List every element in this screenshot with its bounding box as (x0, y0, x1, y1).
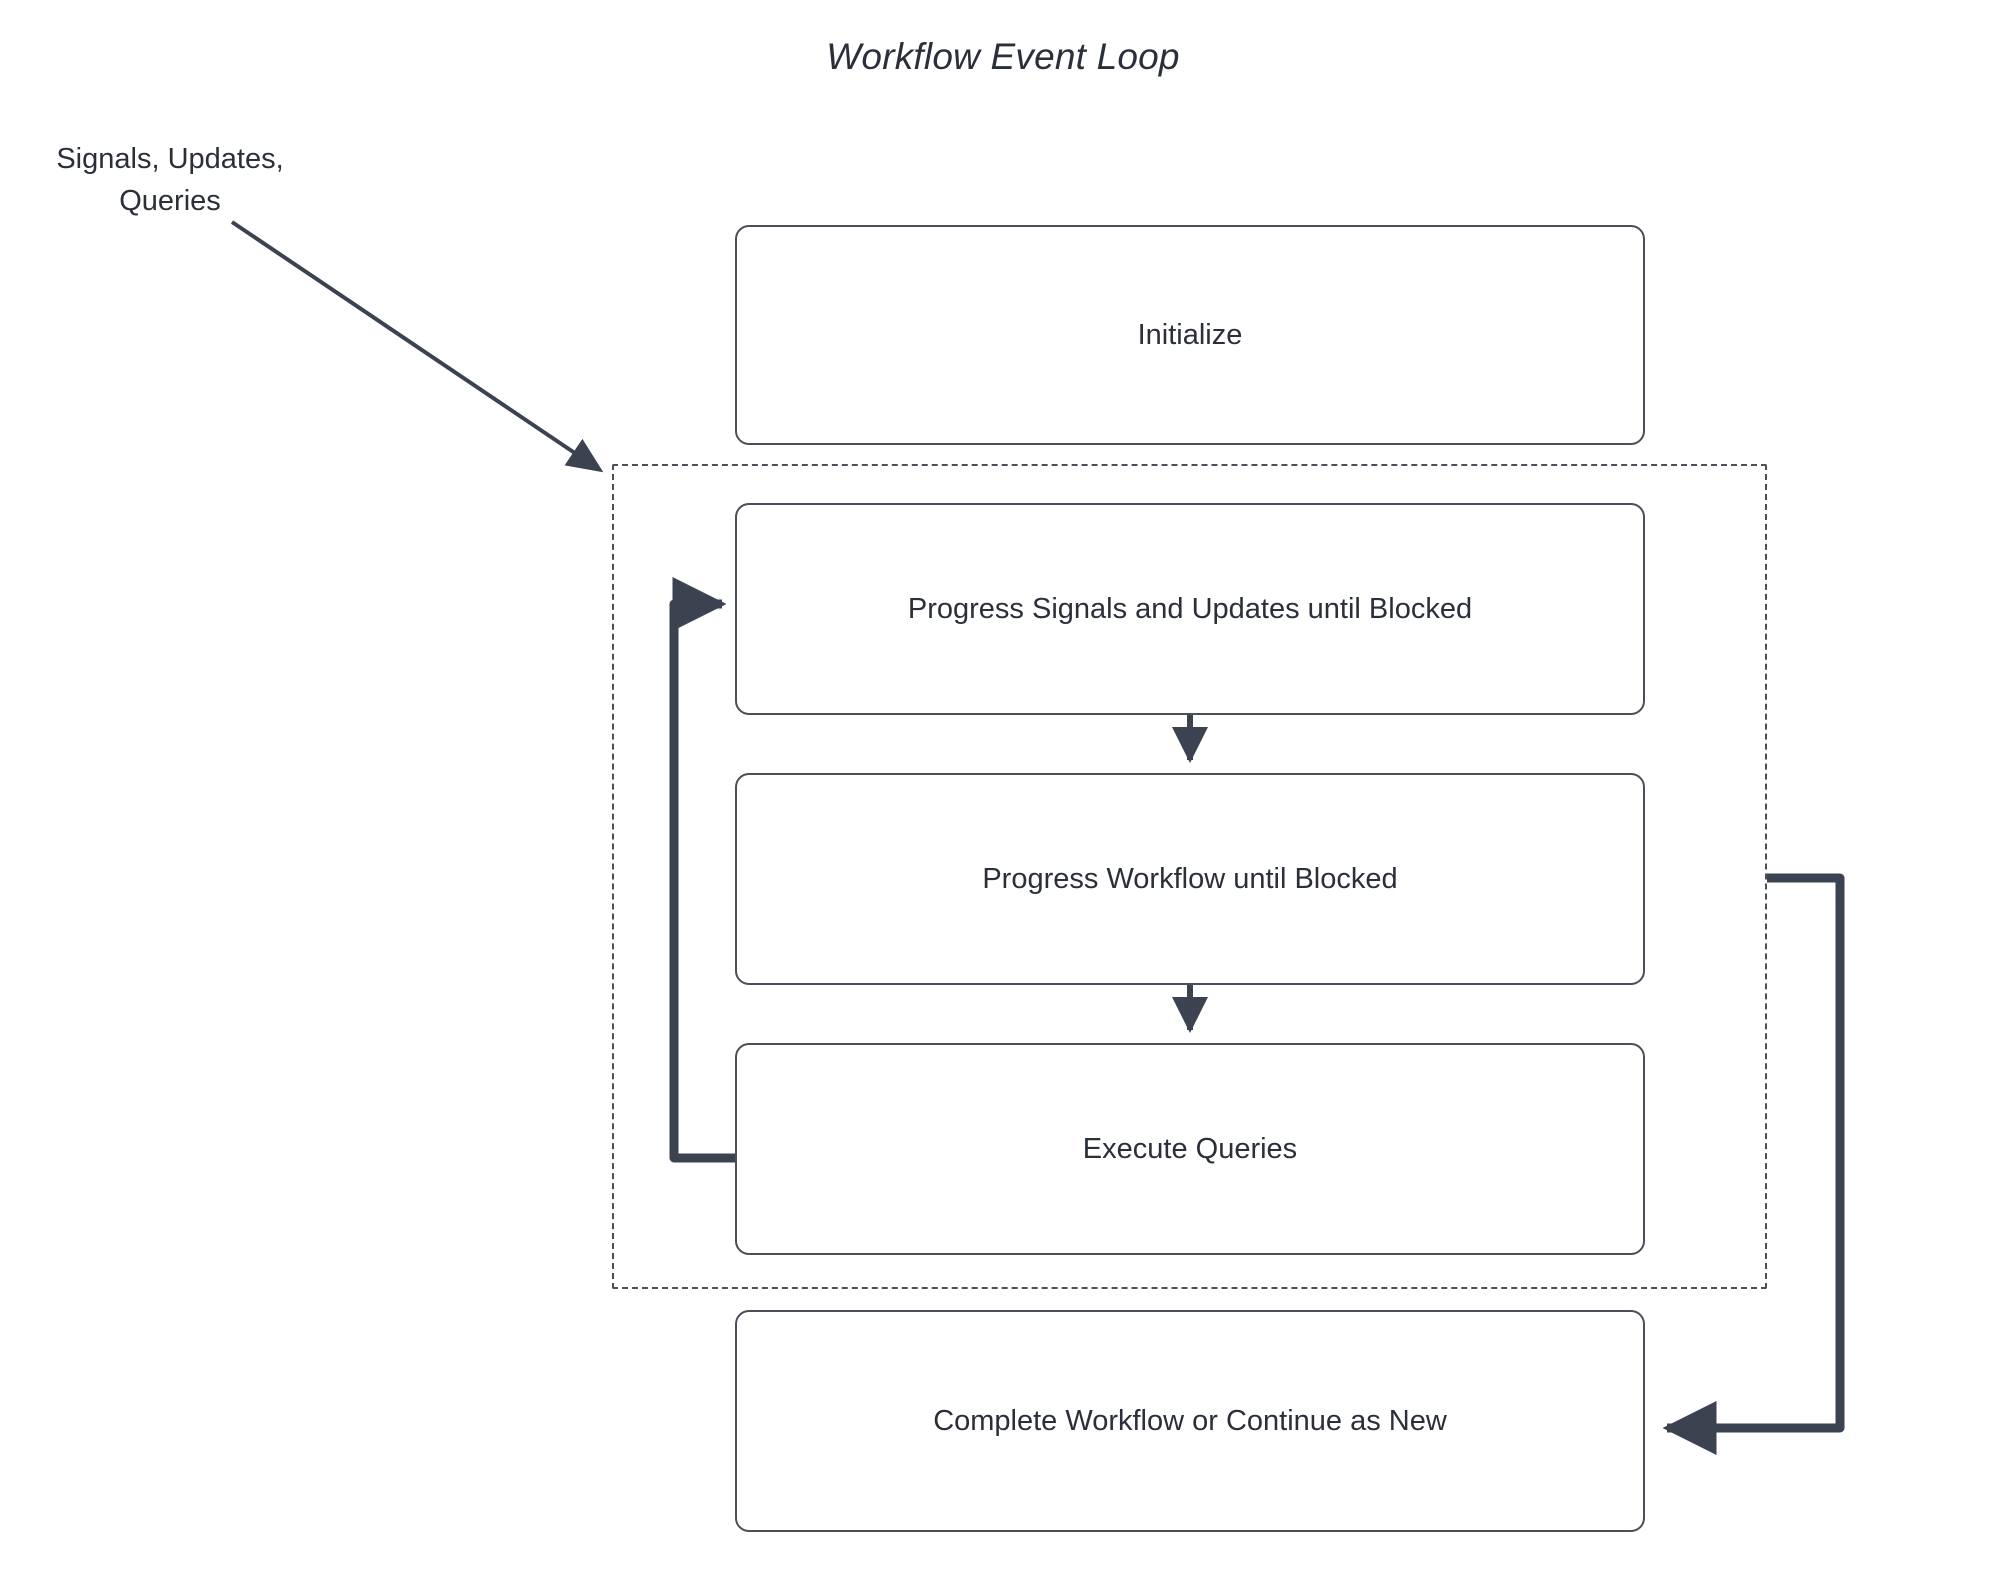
page-title: Workflow Event Loop (826, 36, 1180, 77)
external-input-label: Signals, Updates, Queries (56, 143, 284, 217)
node-complete-workflow[interactable] (735, 1310, 1645, 1532)
node-initialize[interactable] (735, 225, 1645, 445)
edge-signals-to-loop (232, 222, 600, 470)
node-execute-queries-label: Execute Queries (1082, 1132, 1298, 1165)
node-initialize-label: Initialize (1137, 318, 1243, 351)
node-progress-signals-updates-label: Progress Signals and Updates until Blocked (907, 592, 1473, 625)
node-complete-workflow-label: Complete Workflow or Continue as New (933, 1404, 1447, 1437)
node-execute-queries[interactable] (735, 1043, 1645, 1255)
node-progress-workflow[interactable] (735, 773, 1645, 985)
node-progress-signals-updates[interactable] (735, 503, 1645, 715)
node-progress-workflow-label: Progress Workflow until Blocked (982, 862, 1398, 895)
